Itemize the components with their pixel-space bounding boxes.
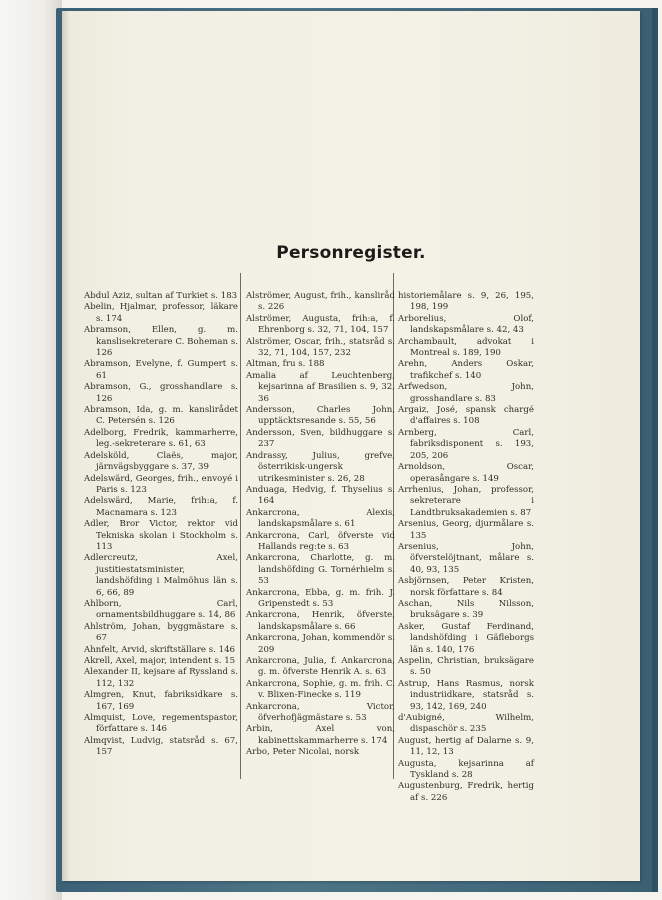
index-entry: Abdul Aziz, sultan af Turkiet s. 183 (84, 291, 238, 301)
index-entry: Amalia af Leuchtenberg, kejsarinna af Brasilien s. 9, 32, 36 (246, 370, 395, 404)
index-entry: Adlercreutz, Axel, justitiestatsminister, landshöfding i Malmöhus län s. 6, 66, 89 (84, 553, 238, 598)
index-entry: Ahlström, Johan, byggmästare s. 67 (84, 621, 238, 644)
index-entry: Alströmer, August, frih., kansliråd s. 226 (246, 291, 395, 313)
page-gutter-shadow (62, 11, 70, 881)
index-entry: Adelswärd, Georges, frih., envoyé i Paris s. 123 (84, 473, 238, 495)
index-entry: Anduaga, Hedvig, f. Thyselius s. 164 (246, 484, 395, 507)
index-entry: Ankarcrona, Sophie, g. m. frih. C. v. Blixen-Finecke s. 119 (246, 678, 395, 701)
index-entry: Arnoldson, Oscar, operasångare s. 149 (398, 462, 534, 484)
index-entry: Almqvist, Ludvig, statsråd s. 67, 157 (84, 735, 238, 758)
index-entry: Andersson, Charles John, upptäcktsresande s. 55, 56 (246, 405, 395, 427)
index-entry: Altman, fru s. 188 (246, 359, 325, 370)
background-left (0, 0, 62, 900)
index-entry: Adelswärd, Marie, frih:a, f. Macnamara s. 123 (84, 496, 238, 518)
index-entry: Arrhenius, Johan, professor, sekreterare i Landtbruksakademien s. 87 (398, 484, 534, 518)
page-title: Personregister. (276, 243, 426, 263)
index-entry: Arsenius, Georg, djurmålare s. 135 (398, 519, 534, 541)
index-entry: Arborelius, Olof, landskapsmålare s. 42, 43 (398, 313, 534, 336)
column-rule-1 (240, 273, 241, 779)
index-entry: Ankarcrona, Carl, öfverste vid Hallands reg:te s. 63 (246, 530, 395, 552)
index-entry: Asbjörnsen, Peter Kristen, norsk författare s. 84 (398, 576, 534, 598)
index-entry: Ankarcrona, Victor, öfverhofjägmästare s. 53 (246, 701, 395, 724)
index-entry: Abelin, Hjalmar, professor, läkare s. 174 (84, 302, 238, 324)
index-entry: Abramson, Ida, g. m. kanslirådet C. Petersén s. 126 (84, 405, 238, 427)
index-entry: d'Aubigné, Wilhelm, dispaschör s. 235 (398, 713, 534, 735)
index-entry: Abramson, Ellen, g. m. kanslisekreterare C. Boheman s. 126 (84, 325, 238, 359)
index-entry: Almgren, Knut, fabriksidkare s. 167, 169 (84, 690, 238, 712)
index-entry: Arfwedson, John, grosshandlare s. 83 (398, 382, 534, 404)
index-entry: Ankarcrona, Johan, kommendör s. 209 (246, 633, 395, 655)
index-entry: Alströmer, Oscar, frih., statsråd s. 32, 71, 104, 157, 232 (246, 336, 395, 359)
index-entry: Archambault, advokat i Montreal s. 189, 190 (398, 336, 534, 359)
index-entry: Abramson, G., grosshandlare s. 126 (84, 382, 238, 404)
index-entry: August, hertig af Dalarne s. 9, 11, 12, 13 (398, 735, 534, 758)
index-entry: Argaiz, José, spansk chargé d'affaires s. 108 (398, 405, 534, 427)
index-entry: Augusta, kejsarinna af Tyskland s. 28 (398, 758, 534, 781)
index-entry: Ankarcrona, Henrik, öfverste, landskapsmålare s. 66 (246, 610, 395, 632)
index-entry: Akrell, Axel, major, intendent s. 15 (84, 656, 236, 666)
index-entry: Andersson, Sven, bildhuggare s. 237 (246, 427, 395, 450)
index-entry: Ankarcrona, Charlotte, g. m. landshöfding G. Tornérhielm s. 53 (246, 553, 395, 587)
index-entry: Aspelin, Christian, bruksägare s. 50 (398, 656, 534, 678)
index-entry: Asker, Gustaf Ferdinand, landshöfding i Gäfleborgs län s. 140, 176 (398, 621, 534, 655)
index-column-1 (84, 291, 238, 759)
index-entry: Augustenburg, Fredrik, hertig af s. 226 (398, 781, 534, 803)
index-entry: Arbo, Peter Nicolai, norsk (246, 747, 360, 758)
index-entry: Arehn, Anders Oskar, trafikchef s. 140 (398, 359, 534, 381)
index-entry: Ahnfelt, Arvid, skriftställare s. 146 (84, 644, 236, 655)
cover-edge (652, 8, 658, 892)
index-entry: Andrassy, Julius, grefve, österrikisk-ungersk utrikesminister s. 26, 28 (246, 450, 395, 484)
index-entry: Arsenius, John, öfverstelöjtnant, målare s. 40, 93, 135 (398, 541, 534, 575)
index-entry: Ahlborn, Carl, ornamentsbildhuggare s. 14, 86 (84, 598, 238, 621)
index-column-2 (246, 291, 395, 759)
index-entry: Adelsköld, Claës, major, järnvägsbyggare s. 37, 39 (84, 450, 238, 473)
index-entry: Alexander II, kejsare af Ryssland s. 112, 132 (84, 667, 238, 689)
index-entry: Abramson, Evelyne, f. Gumpert s. 61 (84, 359, 238, 381)
index-entry: Arbin, Axel von, kabinettskammarherre s. 174 (246, 724, 395, 746)
book-page (62, 11, 640, 881)
index-entry: Astrup, Hans Rasmus, norsk industriidkare, statsråd s. 93, 142, 169, 240 (398, 678, 534, 712)
index-entry: Alströmer, Augusta, frih:a, f. Ehrenborg s. 32, 71, 104, 157 (246, 313, 395, 336)
index-entry: Adler, Bror Victor, rektor vid Tekniska skolan i Stockholm s. 113 (84, 519, 238, 552)
index-entry: Adelborg, Fredrik, kammarherre, leg.-sekreterare s. 61, 63 (84, 427, 238, 450)
index-entry: Arnberg, Carl, fabriksdisponent s. 193, 205, 206 (398, 427, 534, 461)
index-entry: Almquist, Love, regementspastor, författare s. 146 (84, 713, 238, 735)
index-entry: historiemålare s. 9, 26, 195, 198, 199 (398, 291, 534, 313)
index-entry: Ankarcrona, Alexis, landskapsmålare s. 61 (246, 507, 395, 530)
index-entry: Aschan, Nils Nilsson, bruksägare s. 39 (398, 598, 534, 621)
index-column-3 (398, 291, 534, 804)
index-entry: Ankarcrona, Ebba, g. m. frih. J. Gripenstedt s. 53 (246, 587, 395, 609)
index-entry: Ankarcrona, Julia, f. Ankarcrona, g. m. öfverste Henrik A. s. 63 (246, 656, 395, 678)
